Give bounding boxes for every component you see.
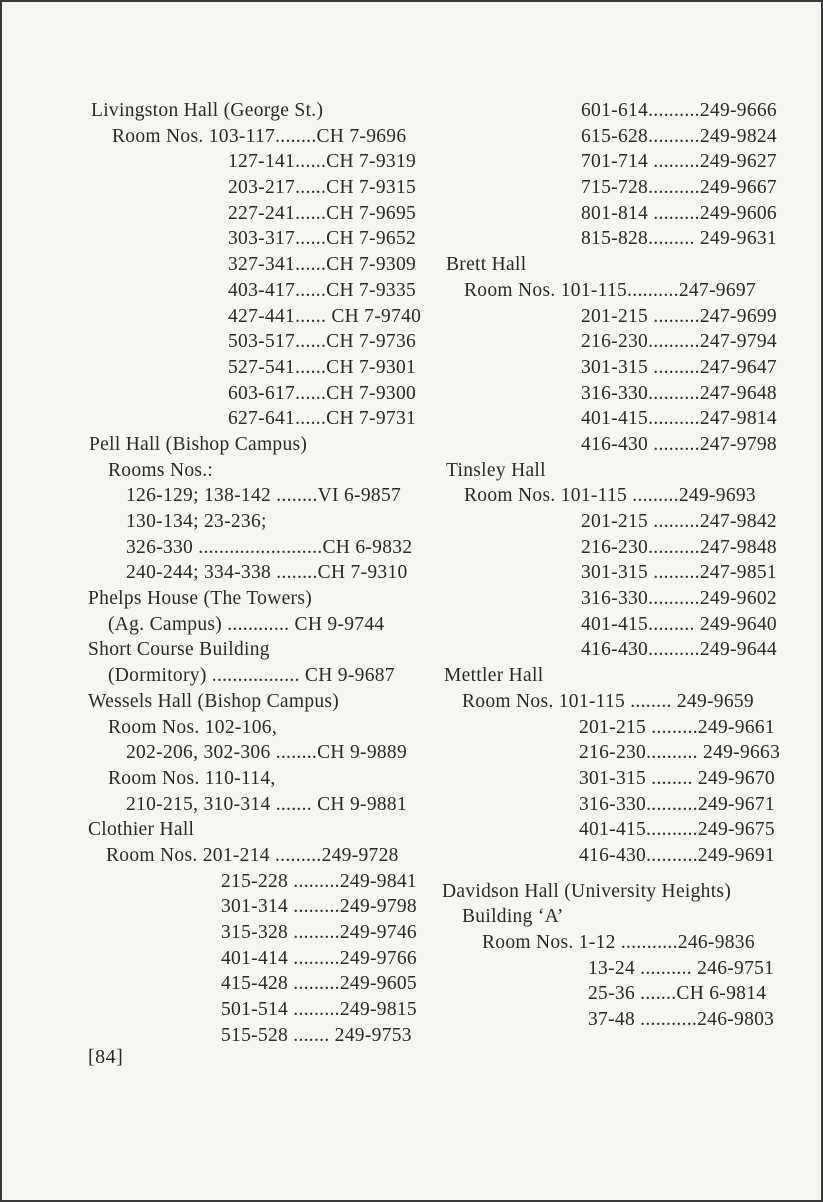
directory-line [2, 560, 422, 586]
directory-line-text: Clothier Hall [88, 819, 195, 841]
directory-line [442, 766, 802, 792]
directory-line-text: 603-617......CH 7-9300 [228, 382, 417, 404]
directory-line [2, 766, 422, 792]
directory-line-text: Wessels Hall (Bishop Campus) [88, 690, 340, 712]
directory-line [442, 509, 802, 535]
directory-line [2, 535, 422, 561]
directory-line-text: 130-134; 23-236; [126, 511, 267, 532]
directory-line-text: 201-215 .........249-9661 [579, 716, 775, 738]
directory-line-text: Room Nos. 1-12 ...........246-9836 [482, 932, 755, 953]
directory-line-text: Short Course Building [88, 639, 270, 661]
directory-line [2, 894, 422, 920]
directory-line [442, 226, 802, 252]
directory-line [442, 715, 802, 741]
directory-line [2, 920, 422, 946]
directory-line-text: 216-230..........247-9794 [581, 331, 777, 353]
directory-line [2, 869, 422, 895]
directory-line-text: 25-36 .......CH 6-9814 [588, 983, 767, 1005]
directory-line [442, 432, 802, 458]
directory-line-text: 13-24 .......... 246-9751 [588, 957, 775, 979]
directory-line-text: 715-728..........249-9667 [581, 177, 777, 199]
directory-line-text: 503-517......CH 7-9736 [228, 331, 417, 353]
directory-line-text: 401-415..........247-9814 [581, 408, 777, 430]
directory-line [442, 278, 802, 304]
directory-line-text: 303-317......CH 7-9652 [228, 228, 417, 250]
directory-line [2, 509, 422, 535]
directory-line-text: Davidson Hall (University Heights) [442, 880, 732, 902]
directory-line-text: 240-244; 334-338 ........CH 7-9310 [126, 562, 408, 584]
directory-line-text: 601-614..........249-9666 [581, 100, 777, 121]
directory-line [442, 792, 802, 818]
directory-line [2, 381, 422, 407]
directory-line-text: Building ‘A’ [462, 906, 564, 928]
directory-line-text: 501-514 .........249-9815 [221, 999, 417, 1021]
directory-line-text: 515-528 ....... 249-9753 [221, 1024, 412, 1046]
directory-line-text: 316-330..........249-9671 [579, 793, 775, 815]
directory-line [2, 98, 422, 124]
directory-line-text: 201-215 .........247-9842 [581, 511, 777, 532]
directory-line [2, 329, 422, 355]
directory-line-text: (Ag. Campus) ............ CH 9-9744 [108, 613, 385, 635]
directory-line [2, 432, 422, 458]
directory-line [2, 355, 422, 381]
directory-line-text: 126-129; 138-142 ........VI 6-9857 [126, 485, 402, 507]
directory-line-text: 210-215, 310-314 ....... CH 9-9881 [126, 793, 408, 815]
directory-line [442, 637, 802, 663]
directory-line [442, 612, 802, 638]
directory-line [442, 535, 802, 561]
directory-line-text: Phelps House (The Towers) [88, 588, 313, 610]
directory-line-text: Room Nos. 101-115..........247-9697 [464, 279, 756, 301]
directory-line-text: Mettler Hall [444, 665, 544, 687]
directory-line [2, 483, 422, 509]
directory-line [442, 124, 802, 150]
directory-line-text: 527-541......CH 7-9301 [228, 356, 417, 378]
directory-line [442, 689, 802, 715]
directory-line-text: Rooms Nos.: [108, 459, 214, 481]
directory-line [442, 355, 802, 381]
directory-line [442, 98, 802, 124]
directory-line [2, 843, 422, 869]
directory-line [442, 149, 802, 175]
directory-line-text: 216-230..........247-9848 [581, 536, 777, 558]
directory-line [442, 381, 802, 407]
directory-line [442, 406, 802, 432]
directory-line-text: 401-415..........249-9675 [579, 819, 775, 841]
directory-line [2, 175, 422, 201]
directory-line-text: Room Nos. 110-114, [108, 767, 276, 789]
left-column [2, 98, 422, 1048]
directory-line [442, 586, 802, 612]
directory-line-text: 401-415......... 249-9640 [581, 613, 777, 635]
directory-line-text: Tinsley Hall [446, 459, 546, 481]
directory-line-text: 203-217......CH 7-9315 [228, 177, 417, 199]
right-column [442, 98, 802, 1033]
directory-line-text: 401-414 .........249-9766 [221, 947, 417, 969]
directory-line [2, 252, 422, 278]
directory-line-text: Room Nos. 101-115 ........ 249-9659 [462, 690, 754, 712]
directory-line-text: 801-814 .........249-9606 [581, 202, 777, 224]
directory-line-text: (Dormitory) ................. CH 9-9687 [108, 665, 395, 687]
directory-line-text: 403-417......CH 7-9335 [228, 279, 417, 301]
directory-line-text: 815-828......... 249-9631 [581, 228, 777, 250]
directory-line [2, 201, 422, 227]
directory-line-text: 316-330..........249-9602 [581, 588, 777, 610]
directory-line [2, 304, 422, 330]
directory-line [2, 637, 422, 663]
directory-line [442, 663, 802, 689]
directory-line-text: 326-330 ........................CH 6-9832 [126, 536, 413, 558]
directory-line-text: 202-206, 302-306 ........CH 9-9889 [126, 742, 408, 764]
page-number: [84] [88, 1046, 124, 1068]
directory-line [2, 1023, 422, 1049]
directory-line-text: 301-315 .........247-9647 [581, 356, 777, 378]
directory-line-text: 216-230.......... 249-9663 [579, 742, 781, 764]
directory-line [442, 1007, 802, 1033]
directory-line-text: Room Nos. 103-117........CH 7-9696 [112, 125, 407, 147]
directory-line-text: 301-315 ........ 249-9670 [579, 767, 775, 789]
directory-line [2, 689, 422, 715]
directory-line [2, 946, 422, 972]
directory-line [2, 997, 422, 1023]
directory-line-text: 315-328 .........249-9746 [221, 922, 417, 943]
directory-line-text: Room Nos. 101-115 .........249-9693 [464, 485, 756, 507]
directory-line-text: 427-441...... CH 7-9740 [228, 305, 422, 327]
directory-line [2, 406, 422, 432]
directory-line-text: 127-141......CH 7-9319 [228, 151, 417, 173]
directory-line [442, 483, 802, 509]
directory-line [2, 586, 422, 612]
directory-line [442, 252, 802, 278]
directory-line [2, 792, 422, 818]
directory-line-text: 301-314 .........249-9798 [221, 896, 417, 918]
directory-line [442, 740, 802, 766]
directory-line [442, 201, 802, 227]
directory-line [442, 879, 802, 905]
directory-line [2, 226, 422, 252]
directory-line-text: Pell Hall (Bishop Campus) [89, 433, 308, 455]
directory-line-text: 416-430 .........247-9798 [581, 433, 777, 455]
directory-line [442, 175, 802, 201]
directory-line-text: Room Nos. 201-214 .........249-9728 [106, 844, 399, 866]
directory-line-text: 615-628..........249-9824 [581, 125, 777, 147]
directory-line-text: 416-430..........249-9691 [579, 844, 775, 866]
directory-line [2, 149, 422, 175]
directory-line-text: 37-48 ...........246-9803 [588, 1009, 775, 1031]
directory-line-text: 701-714 .........249-9627 [581, 151, 777, 173]
directory-line [442, 304, 802, 330]
directory-line-text: Room Nos. 102-106, [108, 716, 277, 738]
directory-line-text: 301-315 .........247-9851 [581, 562, 777, 584]
directory-line-text: 416-430..........249-9644 [581, 639, 777, 661]
directory-line-text: 327-341......CH 7-9309 [228, 254, 417, 276]
directory-line [2, 817, 422, 843]
directory-line [442, 981, 802, 1007]
directory-line-text: Livingston Hall (George St.) [91, 100, 324, 121]
directory-line [442, 817, 802, 843]
directory-line [442, 843, 802, 869]
directory-line-text: 415-428 .........249-9605 [221, 973, 417, 995]
directory-line [2, 740, 422, 766]
directory-line-text: 201-215 .........247-9699 [581, 305, 777, 327]
directory-line [2, 612, 422, 638]
directory-line [2, 663, 422, 689]
directory-line-text: 627-641......CH 7-9731 [228, 408, 417, 430]
directory-line [2, 124, 422, 150]
directory-line-text: 316-330..........247-9648 [581, 382, 777, 404]
directory-line-text: Brett Hall [446, 254, 527, 276]
directory-line [442, 930, 802, 956]
directory-line [442, 956, 802, 982]
directory-line [2, 715, 422, 741]
directory-line [442, 329, 802, 355]
directory-line-text: 227-241......CH 7-9695 [228, 202, 417, 224]
directory-line [442, 904, 802, 930]
directory-line [2, 971, 422, 997]
directory-line [442, 458, 802, 484]
directory-line [2, 278, 422, 304]
directory-line-text: 215-228 .........249-9841 [221, 870, 417, 892]
directory-line [2, 458, 422, 484]
directory-line [442, 560, 802, 586]
